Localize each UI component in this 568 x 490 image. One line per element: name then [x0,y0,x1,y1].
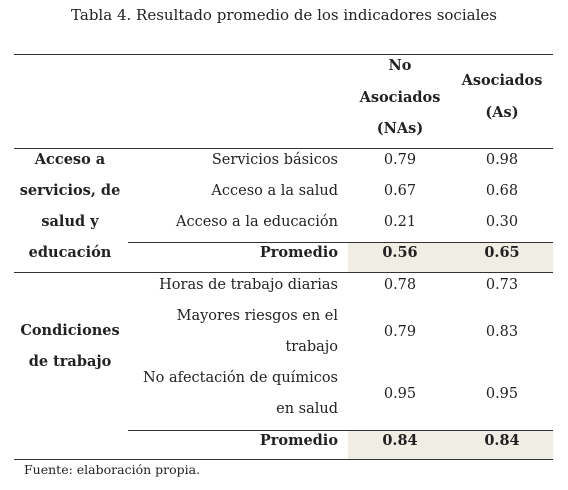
row-value-nas: 0.79 [383,324,417,340]
section1-avg-label: Promedio [259,244,338,261]
section1-label-line4: educación [28,244,112,261]
table-title: Tabla 4. Resultado promedio de los indicadores sociales [71,6,497,24]
row-label: Servicios básicos [211,152,338,168]
row-value-as: 0.98 [485,152,519,168]
row-value-as: 0.83 [485,324,519,340]
source-note: Fuente: elaboración propia. [24,462,201,477]
section2-label-line1: Condiciones [20,322,120,339]
section1-avg-nas: 0.56 [382,244,418,261]
bottom-rule [14,459,553,460]
row-value-nas: 0.79 [383,152,417,168]
section2-avg-as: 0.84 [484,432,520,449]
header-asociados-line2: (As) [485,104,519,121]
top-rule [14,54,553,55]
row-label-line1: No afectación de químicos [142,370,338,386]
row-value-nas: 0.67 [383,183,417,199]
row-value-as: 0.73 [485,277,519,293]
row-label-line2: en salud [276,401,338,417]
header-no-asociados-line3: (NAs) [376,120,424,137]
header-no-asociados-line1: No [388,57,412,74]
section2-label-line2: de trabajo [28,353,112,370]
row-value-nas: 0.21 [383,214,417,230]
row-label: Horas de trabajo diarias [159,277,338,293]
section2-avg-nas: 0.84 [382,432,418,449]
row-label: Acceso a la educación [175,214,338,230]
row-value-as: 0.95 [485,386,519,402]
row-value-as: 0.30 [485,214,519,230]
section1-label-line3: salud y [41,213,99,230]
row-value-nas: 0.78 [383,277,417,293]
section1-label-line1: Acceso a [34,151,106,168]
section1-avg-as: 0.65 [484,244,520,261]
row-value-nas: 0.95 [383,386,417,402]
row-label-line2: trabajo [285,339,338,355]
header-asociados-line1: Asociados [461,72,543,89]
row-label-line1: Mayores riesgos en el [176,308,338,324]
section-divider-rule [14,272,553,273]
header-rule [14,148,553,149]
header-no-asociados-line2: Asociados [359,89,441,106]
section1-label-line2: servicios, de [19,182,121,199]
section2-avg-label: Promedio [259,432,338,449]
row-label: Acceso a la salud [211,183,338,199]
row-value-as: 0.68 [485,183,519,199]
